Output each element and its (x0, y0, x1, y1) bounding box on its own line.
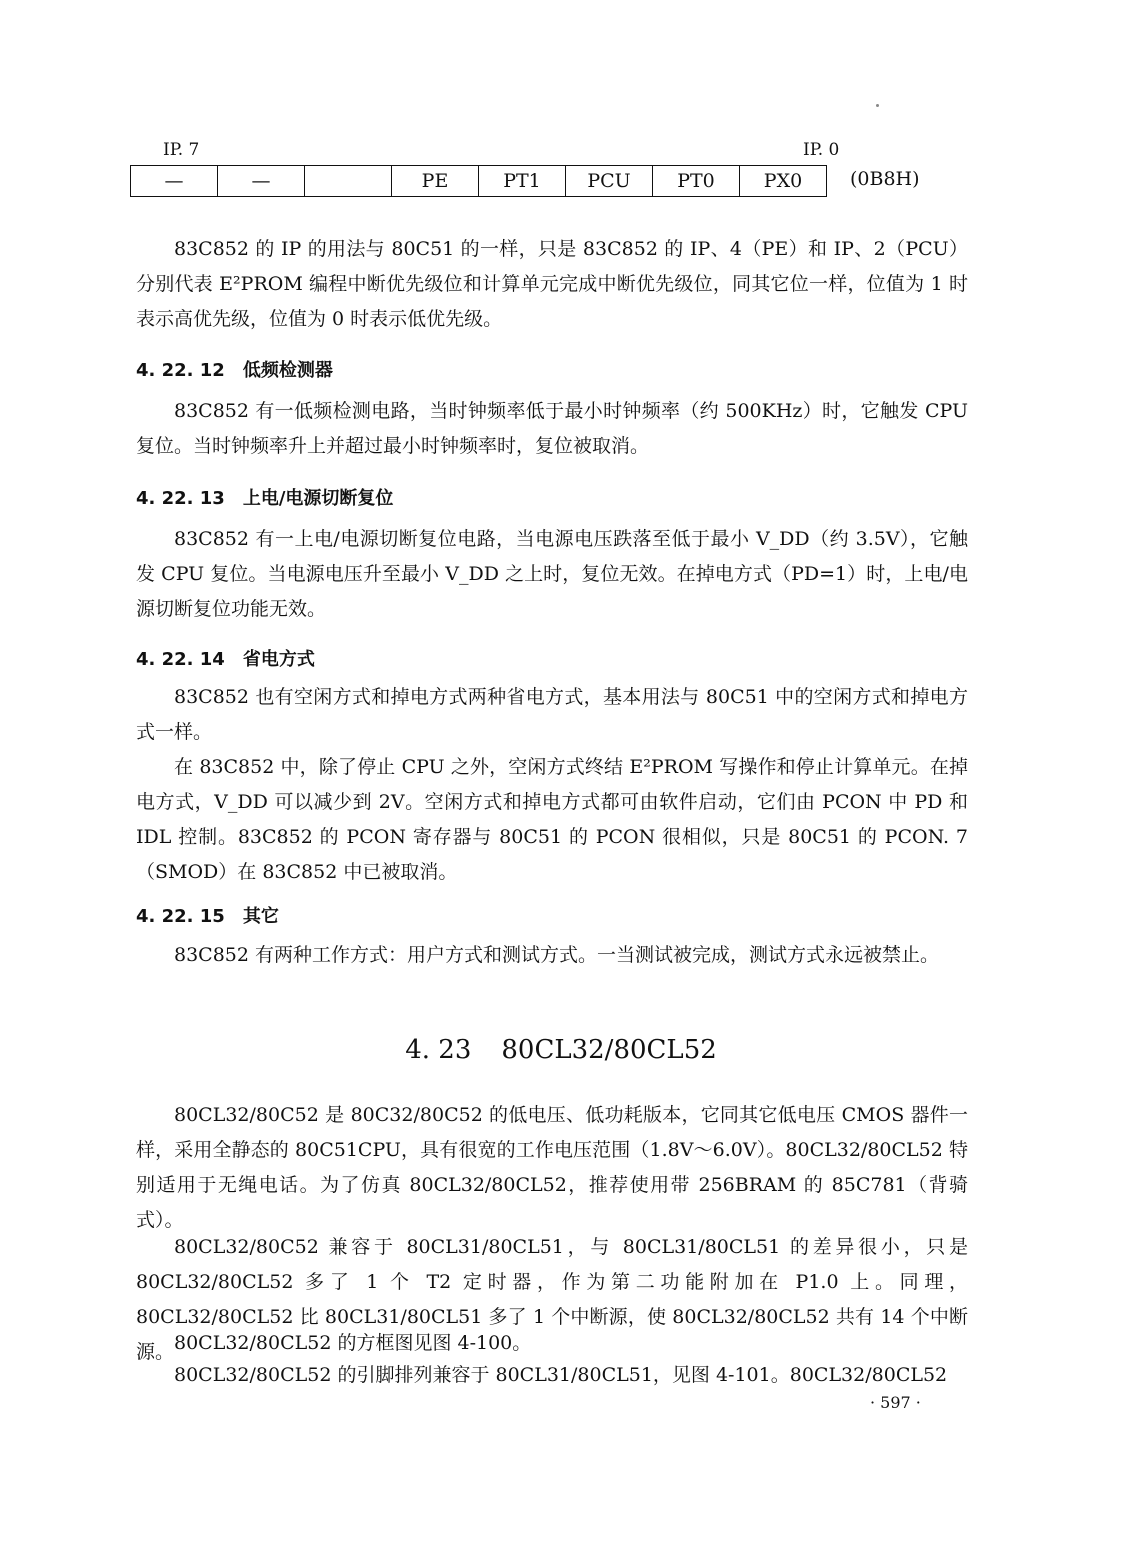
section-number: 4. 22. 12 (136, 360, 225, 381)
paragraph-80cl32-compat: 80CL32/80C52 兼容于 80CL31/80CL51，与 80CL31/80CL51 的差异很小，只是 80CL32/80CL52 多了 1 个 T2 定时器，作为第二功能附加在 P1.0 上。同理，80CL32/80CL52 比 80CL31/80CL51 多了 1 个中断源，使 80CL32/80CL52 共有 14 个中断源。 (136, 1236, 968, 1363)
section-number: 4. 22. 15 (136, 906, 225, 927)
section-heading-4-22-13 (136, 484, 393, 510)
paragraph-ip-usage: 83C852 的 IP 的用法与 80C51 的一样，只是 83C852 的 IP、4（PE）和 IP、2（PCU）分别代表 E²PROM 编程中断优先级位和计算单元完成中断优先级位，同其它位一样，位值为 1 时表示高优先级，位值为 0 时表示低优先级。 (136, 238, 968, 330)
register-bit-7: — (131, 166, 218, 197)
register-bit-6: — (218, 166, 305, 197)
register-msb-label: IP. 7 (163, 140, 200, 160)
register-bit-5 (305, 166, 392, 197)
paragraph-power-saving: 83C852 也有空闲方式和掉电方式两种省电方式，基本用法与 80C51 中的空闲方式和掉电方式一样。 (136, 686, 968, 743)
ip-register-table (130, 165, 827, 197)
section-number: 4. 22. 13 (136, 488, 225, 509)
register-lsb-label: IP. 0 (803, 140, 840, 160)
section-title: 上电/电源切断复位 (242, 488, 394, 509)
register-bit-2: PCU (566, 166, 653, 197)
chapter-title (0, 1035, 1122, 1065)
register-address: (0B8H) (850, 168, 920, 190)
section-number: 4. 22. 14 (136, 649, 225, 670)
section-heading-4-22-12 (136, 356, 333, 382)
paragraph-idle-mode: 在 83C852 中，除了停止 CPU 之外，空闲方式终结 E²PROM 写操作和停止计算单元。在掉电方式，V_DD 可以减少到 2V。空闲方式和掉电方式都可由软件启动，它们由 PCON 中 PD 和 IDL 控制。83C852 的 PCON 寄存器与 80C51 的 PCON 很相似，只是 80C51 的 PCON. 7（SMOD）在 83C852 中已被取消。 (136, 756, 968, 883)
section-heading-4-22-15 (136, 902, 279, 928)
register-bit-3: PT1 (479, 166, 566, 197)
register-bit-1: PT0 (653, 166, 740, 197)
paragraph-other: 83C852 有两种工作方式：用户方式和测试方式。一当测试被完成，测试方式永远被禁止。 (174, 944, 940, 966)
chapter-title-text: 80CL32/80CL52 (501, 1035, 717, 1065)
register-bit-4: PE (392, 166, 479, 197)
scan-dot (876, 104, 879, 107)
paragraph-power-on-reset: 83C852 有一上电/电源切断复位电路，当电源电压跌落至低于最小 V_DD（约 3.5V），它触发 CPU 复位。当电源电压升至最小 V_DD 之上时，复位无效。在掉电方式（PD=1）时，上电/电源切断复位功能无效。 (136, 528, 968, 620)
section-title: 低频检测器 (242, 360, 333, 381)
paragraph-pinout-ref: 80CL32/80CL52 的引脚排列兼容于 80CL31/80CL51，见图 4-101。80CL32/80CL52 (174, 1364, 948, 1386)
paragraph-block-diagram-ref: 80CL32/80CL52 的方框图见图 4-100。 (174, 1332, 532, 1354)
section-title: 省电方式 (242, 649, 315, 670)
register-bit-0: PX0 (740, 166, 827, 197)
chapter-number: 4. 23 (405, 1035, 472, 1065)
section-title: 其它 (242, 906, 279, 927)
paragraph-80cl32-intro: 80CL32/80C52 是 80C32/80C52 的低电压、低功耗版本，它同其它低电压 CMOS 器件一样，采用全静态的 80C51CPU，具有很宽的工作电压范围（1.8V～6.0V）。80CL32/80CL52 特别适用于无绳电话。为了仿真 80CL32/80CL52，推荐使用带 256BRAM 的 85C781（背骑式）。 (136, 1104, 968, 1231)
page-number: · 597 · (870, 1393, 921, 1412)
paragraph-low-freq: 83C852 有一低频检测电路，当时钟频率低于最小时钟频率（约 500KHz）时，它触发 CPU 复位。当时钟频率升上并超过最小时钟频率时，复位被取消。 (136, 400, 968, 457)
section-heading-4-22-14 (136, 645, 315, 671)
